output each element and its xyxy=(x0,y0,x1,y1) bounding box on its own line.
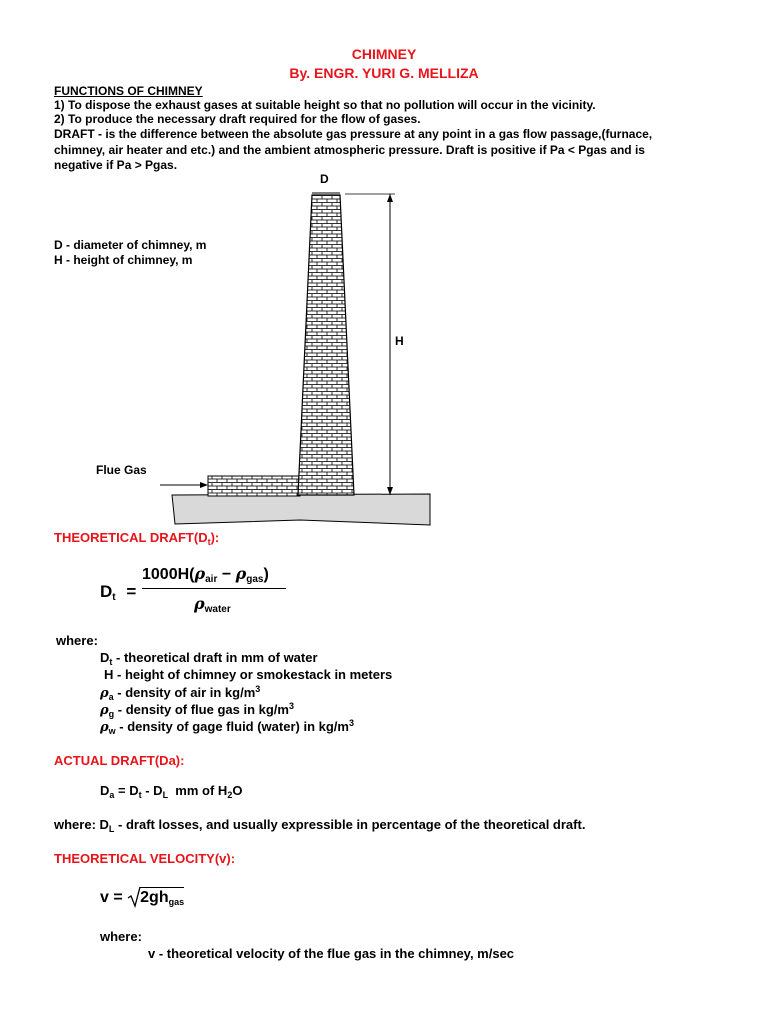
definition-dt: $D_t$ - theoretical draft in mm of water xyxy=(100,650,318,667)
author-line: By. ENGR. YURI G. MELLIZA xyxy=(289,65,479,81)
legend-height: H - height of chimney, m xyxy=(54,253,193,267)
actual-draft-heading: ACTUAL DRAFT(Da): xyxy=(54,753,185,768)
function-item-1: 1) To dispose the exhaust gases at suitable height so that no pollution will occur in the vicinity. xyxy=(54,98,596,112)
formula-numerator: $1000H(\rho_{air} - \rho_{gas})$ xyxy=(142,564,269,585)
functions-heading: FUNCTIONS OF CHIMNEY xyxy=(54,84,203,98)
formula-denominator: $\rho_{water}$ xyxy=(194,594,231,615)
height-label: H xyxy=(395,334,404,348)
function-item-2: 2) To produce the necessary draft required for the flow of gases. xyxy=(54,112,421,126)
where-label-1: where: xyxy=(56,633,98,648)
ground-slab xyxy=(172,494,430,525)
legend-diameter: D - diameter of chimney, m xyxy=(54,238,207,252)
velocity-formula: $v = 2gh_{gas}$ xyxy=(100,886,184,908)
page-title: CHIMNEY xyxy=(351,46,417,62)
draft-definition-line-3: negative if Pa > Pgas. xyxy=(54,158,178,172)
actual-draft-equation: $D_a = D_t - D_L$ mm of $H_2O$ xyxy=(100,783,243,800)
flue-duct xyxy=(208,476,300,496)
draft-definition-line-1: DRAFT - is the difference between the absolute gas pressure at any point in a gas flow passage,(furnace, xyxy=(54,127,653,141)
definition-v: v - theoretical velocity of the flue gas in the chimney, m/sec xyxy=(148,946,515,961)
chimney-stack xyxy=(298,195,354,495)
definition-rho-g: $\rho_g$ - density of flue gas in $kg/m^3$ xyxy=(100,701,294,719)
draft-definition-line-2: chimney, air heater and etc.) and the ambient atmospheric pressure. Draft is positive if Pa < Pgas and is xyxy=(54,143,645,157)
fraction-bar xyxy=(142,588,286,589)
theoretical-draft-heading: THEORETICAL $DRAFT(D_t)$: xyxy=(54,530,220,547)
definition-rho-w: $\rho_w$ - density of gage fluid (water) in $kg/m^3$ xyxy=(100,718,354,736)
definition-h: H - height of chimney or smokestack in meters xyxy=(104,667,393,682)
height-arrow-top xyxy=(387,194,393,202)
diameter-label: D xyxy=(320,172,329,186)
theoretical-draft-formula: $D_t$ = $1000H(\rho_{air} - \rho_{gas})$ $\rho_{water}$ xyxy=(100,560,300,620)
theoretical-velocity-heading: THEORETICAL VELOCITY(v): xyxy=(54,851,236,866)
definition-rho-a: $\rho_a$ - density of air in $kg/m^3$ xyxy=(100,684,261,702)
flue-gas-label: Flue Gas xyxy=(96,463,147,477)
draft-losses-definition: where: $D_L$ - draft losses, and usually expressible in percentage of the theoretical draft. xyxy=(54,817,586,834)
where-label-2: where: xyxy=(100,929,142,944)
